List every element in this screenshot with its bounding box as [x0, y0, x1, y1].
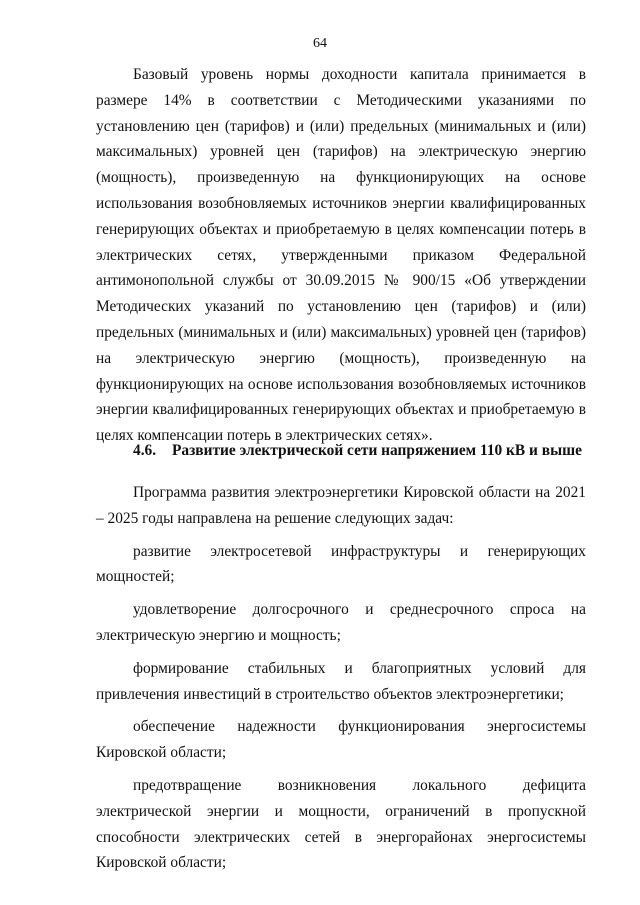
program-goals	[96, 480, 586, 883]
list-item: формирование стабильных и благоприятных условий для привлечения инвестиций в строительство объектов электроэнергетики;	[96, 659, 586, 703]
body-text	[96, 62, 586, 449]
list-item: удовлетворение долгосрочного и среднесрочного спроса на электрическую энергию и мощность;	[96, 601, 586, 644]
page-number: 64	[313, 36, 327, 51]
section-title: Развитие электрической сети напряжением 110 кВ и выше	[172, 442, 582, 459]
list-item: предотвращение возникновения локального дефицита электрической энергии и мощности, ограничений в пропускной способности электрических сетей в энергорайонах энергосистемы Кировской области;	[96, 776, 586, 872]
list-item: обеспечение надежности функционирования энергосистемы Кировской области;	[96, 718, 586, 762]
list-item: развитие электросетевой инфраструктуры и генерирующих мощностей;	[96, 542, 586, 586]
paragraph-program-lead: Программа развития электроэнергетики Кировской области на 2021 – 2025 годы направлена на решение следующих задач:	[96, 484, 586, 527]
paragraph-rate-of-return: Базовый уровень нормы доходности капитала принимается в размере 14% в соответствии с Методическими указаниями по установлению цен (тарифов) и (или) предельных (минимальных и (или) максимальных) уровней цен (тарифов) на электрическую энергию (мощность), произведенную на функционирующих на основе использования возобновляемых источников энергии квалифицированных генерирующих объектах и приобретаемую в целях компенсации потерь в электрических сетях, утвержденными приказом Федеральной антимонопольной службы от 30.09.2015 № 900/15 «Об утверждении Методических указаний по установлению цен (тарифов) и (или) предельных (минимальных и (или) максимальных) уровней цен (тарифов) на электрическую энергию (мощность), произведенную на функционирующих на основе использования возобновляемых источников энергии квалифицированных генерирующих объектах и приобретаемую в целях компенсации потерь в электрических сетях».	[96, 66, 586, 445]
section-number: 4.6.	[133, 442, 157, 459]
section-heading	[133, 440, 593, 462]
